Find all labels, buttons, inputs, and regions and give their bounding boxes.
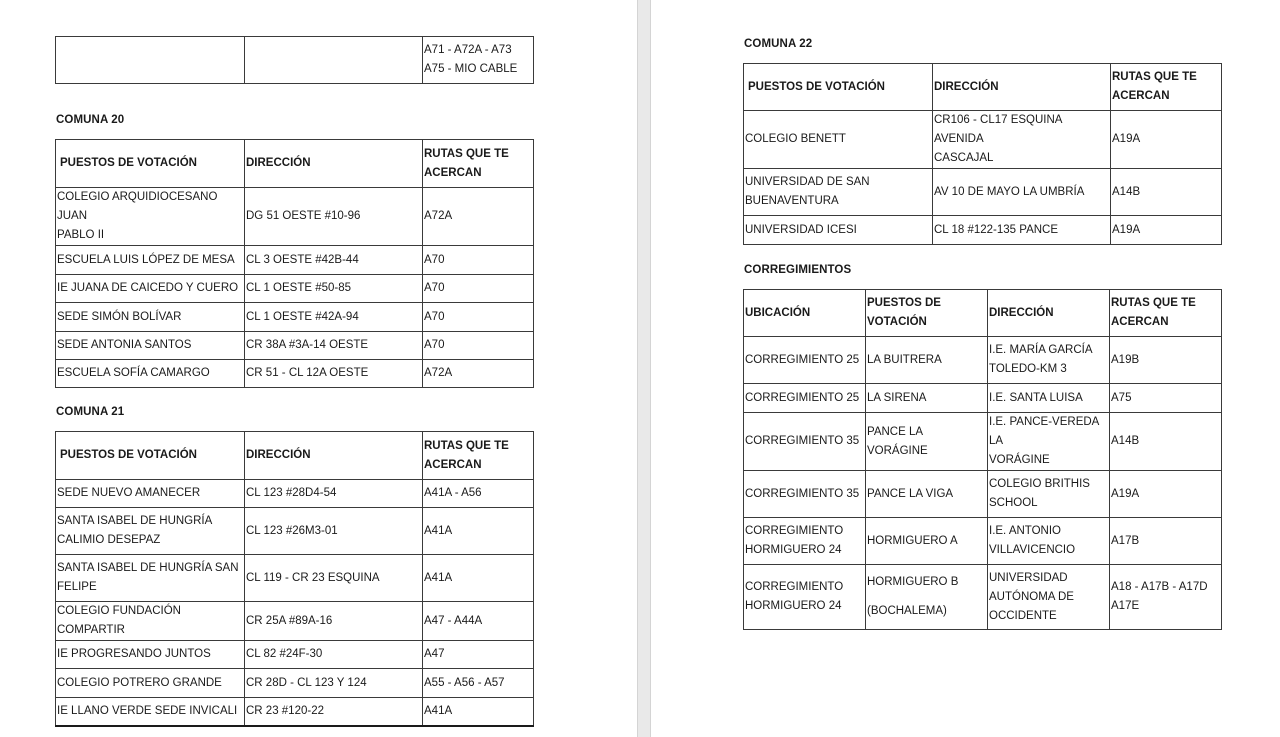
rutas-cell: A14B bbox=[1110, 413, 1222, 471]
table-header-row bbox=[56, 432, 534, 480]
header-rutas bbox=[423, 432, 534, 480]
comuna-22-table bbox=[743, 63, 1222, 245]
header-direccion: DIRECCIÓN bbox=[933, 64, 1111, 111]
table-row bbox=[744, 471, 1222, 518]
header-rutas-line: ACERCAN bbox=[1111, 316, 1169, 328]
table-header-row bbox=[56, 140, 534, 188]
direccion-cell: CL 18 #122-135 PANCE bbox=[933, 216, 1111, 245]
puesto-line: SANTA ISABEL DE HUNGRÍA SAN bbox=[57, 562, 239, 574]
table-cell bbox=[56, 37, 245, 84]
table-header-row bbox=[744, 290, 1222, 337]
table-row bbox=[744, 384, 1222, 413]
comuna-22-heading: COMUNA 22 bbox=[744, 38, 813, 50]
puesto-cell: ESCUELA LUIS LÓPEZ DE MESA bbox=[56, 246, 245, 275]
rutas-cell: A19A bbox=[1110, 471, 1222, 518]
table-header-row bbox=[744, 64, 1222, 111]
rutas-line: A18 - A17B - A17D bbox=[1111, 581, 1208, 593]
table-row bbox=[56, 641, 534, 669]
rutas-cell: A19A bbox=[1111, 111, 1222, 169]
puesto-cell: IE JUANA DE CAICEDO Y CUERO bbox=[56, 275, 245, 303]
rutas-cell: A72A bbox=[423, 188, 534, 246]
header-puestos-line: VOTACIÓN bbox=[867, 316, 927, 328]
table-row bbox=[56, 480, 534, 508]
puesto-cell: SEDE SIMÓN BOLÍVAR bbox=[56, 303, 245, 332]
direccion-cell bbox=[988, 471, 1110, 518]
header-rutas-line: RUTAS QUE TE bbox=[424, 439, 509, 452]
header-puestos bbox=[866, 290, 988, 337]
header-puestos-line: PUESTOS DE bbox=[867, 297, 941, 309]
table-row bbox=[56, 37, 534, 84]
table-row bbox=[56, 303, 534, 332]
puesto-cell: COLEGIO BENETT bbox=[744, 111, 933, 169]
puesto-cell: SEDE ANTONIA SANTOS bbox=[56, 332, 245, 360]
rutas-line: A75 - MIO CABLE bbox=[424, 63, 518, 75]
direccion-cell bbox=[988, 337, 1110, 384]
table-row bbox=[744, 216, 1222, 245]
ubicacion-line: CORREGIMIENTO bbox=[745, 581, 844, 593]
puesto-line: BUENAVENTURA bbox=[745, 195, 839, 207]
header-puestos: PUESTOS DE VOTACIÓN bbox=[56, 140, 245, 188]
table-row bbox=[56, 669, 534, 698]
header-rutas-line: RUTAS QUE TE bbox=[1112, 71, 1197, 83]
puesto-cell: IE PROGRESANDO JUNTOS bbox=[56, 641, 245, 669]
puesto-cell: LA SIRENA bbox=[866, 384, 988, 413]
puesto-line: PABLO II bbox=[57, 229, 105, 241]
comuna-21-heading: COMUNA 21 bbox=[56, 406, 125, 418]
table-row bbox=[744, 565, 1222, 630]
rutas-line: A71 - A72A - A73 bbox=[424, 44, 512, 56]
table-row bbox=[56, 188, 534, 246]
rutas-cell: A47 - A44A bbox=[423, 602, 534, 641]
rutas-cell: A41A bbox=[423, 508, 534, 555]
ubicacion-cell: CORREGIMIENTO 35 bbox=[744, 471, 866, 518]
rutas-cell: A72A bbox=[423, 360, 534, 388]
puesto-line: (BOCHALEMA) bbox=[867, 605, 947, 617]
continued-table bbox=[55, 36, 534, 84]
direccion-line: CASCAJAL bbox=[934, 152, 994, 164]
direccion-line: VILLAVICENCIO bbox=[989, 544, 1076, 556]
direccion-line: I.E. MARÍA GARCÍA bbox=[989, 344, 1093, 356]
direccion-line: VORÁGINE bbox=[989, 454, 1050, 466]
header-rutas-line: ACERCAN bbox=[424, 458, 482, 471]
rutas-cell bbox=[1110, 565, 1222, 630]
header-direccion: DIRECCIÓN bbox=[245, 432, 423, 480]
direccion-cell bbox=[988, 413, 1110, 471]
direccion-cell bbox=[933, 111, 1111, 169]
header-puestos: PUESTOS DE VOTACIÓN bbox=[744, 64, 933, 111]
header-rutas bbox=[423, 140, 534, 188]
document-page-right bbox=[651, 0, 1280, 737]
direccion-cell: AV 10 DE MAYO LA UMBRÍA bbox=[933, 169, 1111, 216]
rutas-cell: A70 bbox=[423, 275, 534, 303]
rutas-cell: A41A - A56 bbox=[423, 480, 534, 508]
puesto-cell: SEDE NUEVO AMANECER bbox=[56, 480, 245, 508]
table-row bbox=[56, 555, 534, 602]
corregimientos-heading: CORREGIMIENTOS bbox=[744, 264, 852, 276]
header-ubicacion: UBICACIÓN bbox=[744, 290, 866, 337]
header-direccion: DIRECCIÓN bbox=[245, 140, 423, 188]
page-gutter bbox=[637, 0, 651, 737]
direccion-line: SCHOOL bbox=[989, 497, 1038, 509]
direccion-cell: CL 123 #26M3-01 bbox=[245, 508, 423, 555]
table-row bbox=[56, 275, 534, 303]
direccion-cell: I.E. SANTA LUISA bbox=[988, 384, 1110, 413]
direccion-line: CR106 - CL17 ESQUINA AVENIDA bbox=[934, 114, 1062, 145]
rutas-cell: A47 bbox=[423, 641, 534, 669]
direccion-line: AUTÓNOMA DE bbox=[989, 590, 1074, 603]
table-row bbox=[56, 332, 534, 360]
rutas-cell: A55 - A56 - A57 bbox=[423, 669, 534, 698]
rutas-line: A17E bbox=[1111, 600, 1140, 612]
direccion-line: I.E. ANTONIO bbox=[989, 525, 1061, 537]
direccion-cell: CR 25A #89A-16 bbox=[245, 602, 423, 641]
direccion-line: COLEGIO BRITHIS bbox=[989, 478, 1090, 490]
rutas-cell: A41A bbox=[423, 555, 534, 602]
puesto-cell bbox=[866, 565, 988, 630]
ubicacion-line: HORMIGUERO 24 bbox=[745, 600, 842, 612]
puesto-line: SANTA ISABEL DE HUNGRÍA bbox=[57, 515, 213, 527]
comuna-21-table bbox=[55, 431, 534, 727]
ubicacion-line: HORMIGUERO 24 bbox=[745, 544, 842, 556]
table-row bbox=[744, 111, 1222, 169]
puesto-cell bbox=[56, 508, 245, 555]
direccion-cell: CL 1 OESTE #50-85 bbox=[245, 275, 423, 303]
direccion-line: OCCIDENTE bbox=[989, 609, 1057, 622]
direccion-cell bbox=[988, 518, 1110, 565]
rutas-cell: A70 bbox=[423, 246, 534, 275]
direccion-cell: CL 119 - CR 23 ESQUINA bbox=[245, 555, 423, 602]
rutas-cell: A14B bbox=[1111, 169, 1222, 216]
puesto-cell bbox=[744, 169, 933, 216]
direccion-line: UNIVERSIDAD bbox=[989, 571, 1068, 584]
puesto-cell: PANCE LA VORÁGINE bbox=[866, 413, 988, 471]
header-rutas bbox=[1111, 64, 1222, 111]
puesto-cell: COLEGIO POTRERO GRANDE bbox=[56, 669, 245, 698]
corregimientos-table bbox=[743, 289, 1222, 630]
puesto-line: COLEGIO ARQUIDIOCESANO JUAN bbox=[57, 191, 218, 222]
puesto-cell: IE LLANO VERDE SEDE INVICALI bbox=[56, 698, 245, 726]
puesto-line: HORMIGUERO B bbox=[867, 576, 959, 588]
direccion-cell: CL 123 #28D4-54 bbox=[245, 480, 423, 508]
puesto-cell: COLEGIO FUNDACIÓN COMPARTIR bbox=[56, 602, 245, 641]
table-row bbox=[56, 698, 534, 726]
ubicacion-line: CORREGIMIENTO bbox=[745, 525, 844, 537]
direccion-cell: DG 51 OESTE #10-96 bbox=[245, 188, 423, 246]
rutas-cell: A70 bbox=[423, 332, 534, 360]
direccion-cell: CL 82 #24F-30 bbox=[245, 641, 423, 669]
comuna-20-table bbox=[55, 139, 534, 388]
table-row bbox=[56, 602, 534, 641]
direccion-line: TOLEDO-KM 3 bbox=[989, 363, 1067, 375]
header-rutas-line: RUTAS QUE TE bbox=[1111, 297, 1196, 309]
direccion-cell: CR 38A #3A-14 OESTE bbox=[245, 332, 423, 360]
puesto-cell: HORMIGUERO A bbox=[866, 518, 988, 565]
header-rutas bbox=[1110, 290, 1222, 337]
direccion-line: I.E. PANCE-VEREDA LA bbox=[989, 416, 1099, 447]
rutas-cell: A75 bbox=[1110, 384, 1222, 413]
table-cell bbox=[245, 37, 423, 84]
puesto-cell: LA BUITRERA bbox=[866, 337, 988, 384]
header-rutas-line: ACERCAN bbox=[1112, 90, 1170, 102]
table-row bbox=[744, 413, 1222, 471]
table-row bbox=[744, 518, 1222, 565]
puesto-line: UNIVERSIDAD DE SAN bbox=[745, 176, 870, 188]
puesto-cell bbox=[56, 188, 245, 246]
ubicacion-cell bbox=[744, 565, 866, 630]
table-cell bbox=[423, 37, 534, 84]
puesto-cell: PANCE LA VIGA bbox=[866, 471, 988, 518]
document-page-left bbox=[0, 0, 637, 737]
puesto-line: CALIMIO DESEPAZ bbox=[57, 534, 161, 546]
rutas-cell: A19B bbox=[1110, 337, 1222, 384]
rutas-cell: A17B bbox=[1110, 518, 1222, 565]
comuna-20-heading: COMUNA 20 bbox=[56, 114, 125, 126]
rutas-cell: A70 bbox=[423, 303, 534, 332]
table-row bbox=[744, 337, 1222, 384]
table-row bbox=[56, 508, 534, 555]
direccion-cell: CL 1 OESTE #42A-94 bbox=[245, 303, 423, 332]
ubicacion-cell: CORREGIMIENTO 25 bbox=[744, 337, 866, 384]
puesto-line: FELIPE bbox=[57, 581, 97, 593]
puesto-cell: ESCUELA SOFÍA CAMARGO bbox=[56, 360, 245, 388]
rutas-cell: A19A bbox=[1111, 216, 1222, 245]
table-row bbox=[56, 246, 534, 275]
ubicacion-cell bbox=[744, 518, 866, 565]
direccion-cell: CR 28D - CL 123 Y 124 bbox=[245, 669, 423, 698]
direccion-cell: CL 3 OESTE #42B-44 bbox=[245, 246, 423, 275]
header-rutas-line: RUTAS QUE TE bbox=[424, 147, 509, 160]
direccion-cell bbox=[988, 565, 1110, 630]
ubicacion-cell: CORREGIMIENTO 25 bbox=[744, 384, 866, 413]
puesto-cell bbox=[56, 555, 245, 602]
direccion-cell: CR 23 #120-22 bbox=[245, 698, 423, 726]
table-row bbox=[744, 169, 1222, 216]
puesto-cell: UNIVERSIDAD ICESI bbox=[744, 216, 933, 245]
header-direccion: DIRECCIÓN bbox=[988, 290, 1110, 337]
header-rutas-line: ACERCAN bbox=[424, 166, 482, 179]
direccion-cell: CR 51 - CL 12A OESTE bbox=[245, 360, 423, 388]
ubicacion-cell: CORREGIMIENTO 35 bbox=[744, 413, 866, 471]
header-puestos: PUESTOS DE VOTACIÓN bbox=[56, 432, 245, 480]
rutas-cell: A41A bbox=[423, 698, 534, 726]
table-row bbox=[56, 360, 534, 388]
